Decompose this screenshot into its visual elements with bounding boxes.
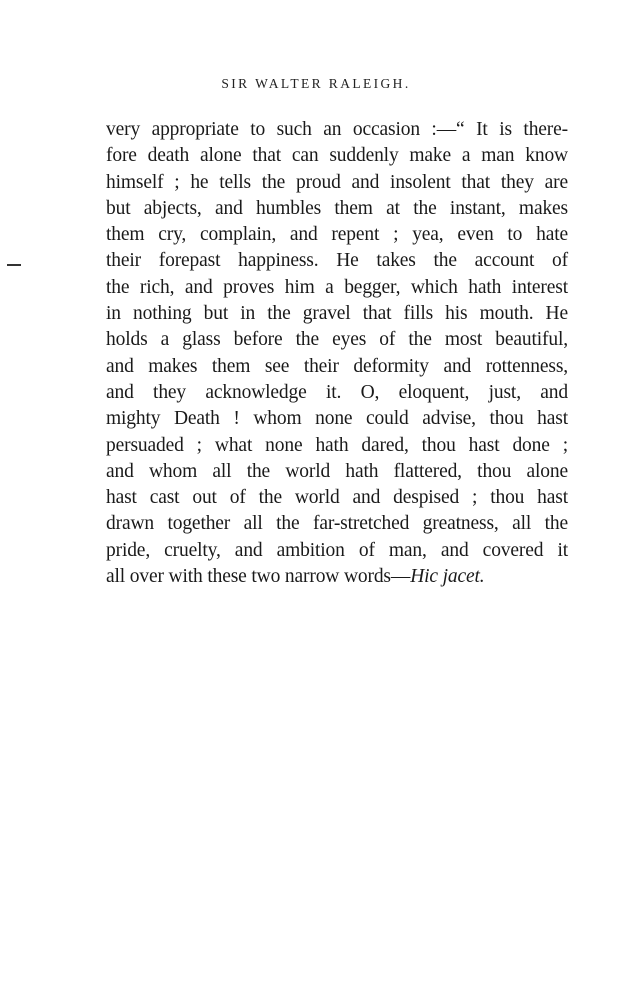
- text-line: holds a glass before the eyes of the most beautiful,: [106, 329, 568, 351]
- text-line: hast cast out of the world and despised ; thou hast: [106, 487, 568, 509]
- text-line: and they acknowledge it. O, eloquent, just, and: [106, 381, 568, 403]
- text-line: pride, cruelty, and ambition of man, and covered it: [106, 539, 568, 561]
- text-line: them cry, complain, and repent ; yea, even to hate: [106, 224, 568, 246]
- text-line: drawn together all the far-stretched greatness, all the: [106, 513, 568, 535]
- text-line: but abjects, and humbles them at the instant, makes: [106, 197, 568, 219]
- closing-dash: —: [390, 566, 411, 588]
- text-line-last: [106, 564, 568, 590]
- text-line: persuaded ; what none hath dared, thou hast done ;: [106, 434, 568, 456]
- text-line: and whom all the world hath flattered, thou alone: [106, 460, 568, 482]
- text-line: in nothing but in the gravel that fills his mouth. He: [106, 303, 568, 325]
- text-line: himself ; he tells the proud and insolent that they are: [106, 171, 568, 193]
- text-line: and makes them see their deformity and rottenness,: [106, 355, 568, 377]
- body-text: [106, 117, 568, 590]
- text-line: the rich, and proves him a begger, which hath interest: [106, 276, 568, 298]
- text-line: fore death alone that can suddenly make a man know: [106, 145, 568, 167]
- text-line: mighty Death ! whom none could advise, thou hast: [106, 408, 568, 430]
- closing-italic-phrase: Hic jacet.: [410, 566, 485, 588]
- text-line: their forepast happiness. He takes the account of: [106, 250, 568, 272]
- text-line: very appropriate to such an occasion :—“ It is there-: [106, 119, 568, 140]
- running-head: SIR WALTER RALEIGH.: [221, 76, 411, 91]
- text-line-last-roman: all over with these two narrow words: [106, 566, 391, 588]
- margin-mark: [7, 264, 21, 266]
